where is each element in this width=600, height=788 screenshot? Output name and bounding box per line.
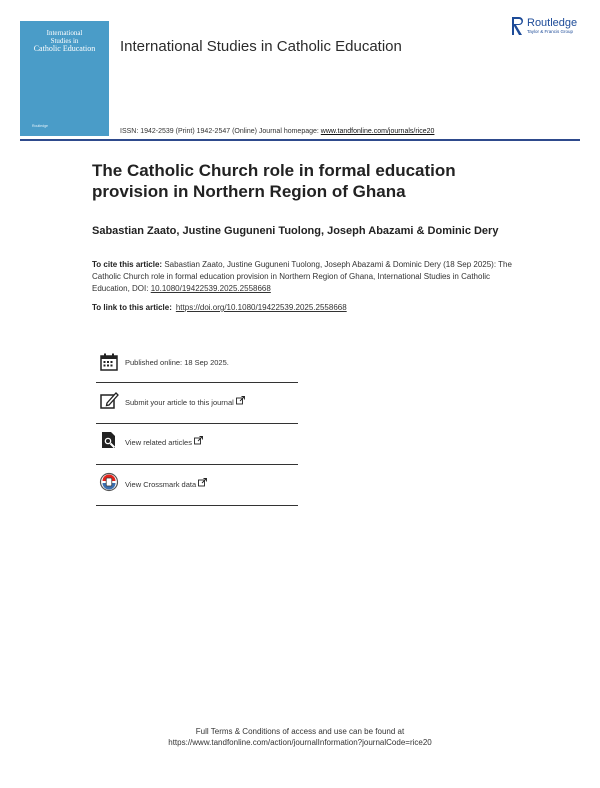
- info-divider: [96, 505, 298, 506]
- submit-edit-icon: [99, 390, 119, 410]
- crossmark-link[interactable]: View Crossmark data: [125, 478, 207, 489]
- header-divider: [20, 139, 580, 141]
- journal-homepage-link[interactable]: www.tandfonline.com/journals/rice20: [320, 128, 435, 135]
- info-divider: [96, 382, 298, 383]
- journal-name: International Studies in Catholic Education: [120, 38, 402, 55]
- routledge-logo: [511, 16, 591, 38]
- publisher-name: Routledge: [527, 17, 578, 29]
- info-divider: [96, 464, 298, 465]
- publisher-subtitle: Taylor & Francis Group: [527, 29, 574, 34]
- cite-label: To cite this article:: [92, 260, 163, 269]
- routledge-r-icon: [511, 16, 524, 36]
- article-title: The Catholic Church role in formal education provision in Northern Region of Ghana: [92, 161, 456, 201]
- external-link-icon: [236, 396, 245, 405]
- external-link-icon: [194, 436, 203, 445]
- footer-line-1: Full Terms & Conditions of access and use can be found at: [195, 727, 405, 736]
- issn-text: ISSN: 1942-2539 (Print) 1942-2547 (Online) Journal homepage:: [120, 128, 321, 135]
- cover-title: International Studies in Catholic Education: [33, 29, 96, 53]
- related-articles-link[interactable]: View related articles: [125, 436, 203, 447]
- cover-publisher-logo: Routledge: [32, 124, 48, 128]
- published-online-row: [96, 352, 298, 392]
- article-link-line: [92, 303, 347, 312]
- related-articles-icon: [99, 430, 119, 450]
- crossmark-row[interactable]: [96, 472, 298, 512]
- published-online-text: Published online: 18 Sep 2025.: [125, 358, 229, 367]
- calendar-icon: [99, 352, 119, 372]
- citation-block: [92, 259, 517, 295]
- cite-doi-link[interactable]: 10.1080/19422539.2025.2558668: [150, 284, 271, 293]
- external-link-icon: [198, 478, 207, 487]
- submit-article-link[interactable]: Submit your article to this journal: [125, 396, 245, 407]
- article-authors: Sabastian Zaato, Justine Guguneni Tuolong, Joseph Abazami & Dominic Dery: [92, 225, 499, 237]
- info-divider: [96, 423, 298, 424]
- cite-text: Sabastian Zaato, Justine Guguneni Tuolong, Joseph Abazami & Dominic Dery (18 Sep 2025): The Catholic Church role in formal education provision in Northern Region of Ghana, International Studies in Catholic Education, DOI:: [92, 260, 512, 293]
- footer-terms-link[interactable]: https://www.tandfonline.com/action/journalInformation?journalCode=rice20: [168, 738, 432, 747]
- crossmark-icon: [99, 472, 119, 492]
- submit-article-row[interactable]: [96, 390, 298, 430]
- article-doi-link[interactable]: https://doi.org/10.1080/19422539.2025.2558668: [175, 303, 347, 312]
- issn-line: [120, 128, 434, 135]
- journal-cover-image[interactable]: [20, 21, 109, 136]
- footer-terms: [0, 726, 600, 748]
- link-label: To link to this article:: [92, 303, 172, 312]
